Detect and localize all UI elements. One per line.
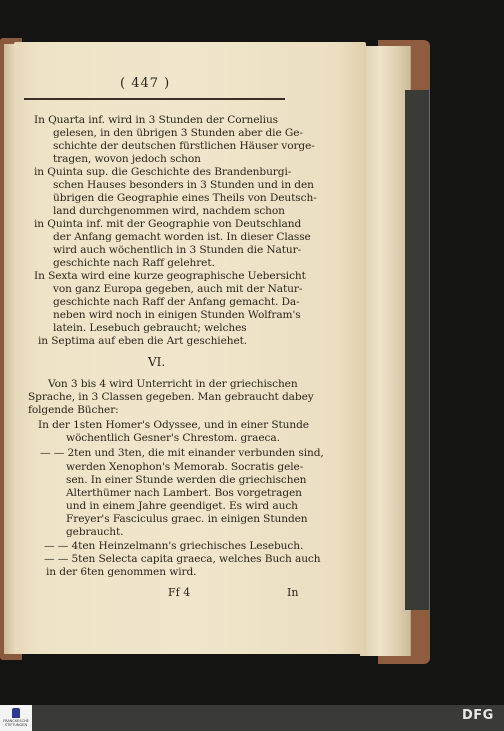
page-stack-edge [360, 46, 411, 656]
header-rule [24, 98, 285, 100]
text-line: schen Hauses besonders in 3 Stunden und in den [53, 179, 314, 191]
text-line: geschichte nach Raff der Anfang gemacht. Da- [53, 296, 300, 308]
catchword: In [287, 586, 299, 599]
text-line: in Quinta inf. mit der Geographie von Deutschland [34, 218, 302, 230]
logo-emblem-icon [12, 708, 20, 718]
text-line: gebraucht. [66, 526, 124, 538]
text-line: gelesen, in den übrigen 3 Stunden aber die Ge- [53, 127, 303, 139]
text-line: latein. Lesebuch gebraucht; welches [53, 322, 247, 334]
text-line: und in einem Jahre geendiget. Es wird auch [66, 500, 298, 512]
viewer-footer-bar [0, 705, 504, 731]
text-line: neben wird noch in einigen Stunden Wolfram's [53, 309, 301, 321]
text-line: In der 1sten Homer's Odyssee, und in einer Stunde [38, 419, 309, 431]
text-line: schichte der deutschen fürstlichen Häuser vorge- [53, 140, 315, 152]
text-line: sen. In einer Stunde werden die griechischen [66, 474, 307, 486]
text-line: Alterthümer nach Lambert. Bos vorgetragen [66, 487, 302, 499]
book-block-shadow [405, 90, 429, 610]
text-line: land durchgenommen wird, nachdem schon [53, 205, 285, 217]
text-line: geschichte nach Raff gelehret. [53, 257, 215, 269]
text-line: der Anfang gemacht worden ist. In dieser Classe [53, 231, 311, 243]
text-line: in Quinta sup. die Geschichte des Brandenburgi- [34, 166, 292, 178]
dfg-logo[interactable]: DFG [462, 708, 494, 723]
signature-mark: Ff 4 [168, 586, 191, 599]
text-line: Von 3 bis 4 wird Unterricht in der griechischen [48, 378, 298, 390]
text-line: Sprache, in 3 Classen gegeben. Man gebraucht dabey [28, 391, 314, 403]
text-line: folgende Bücher: [28, 404, 119, 416]
text-line: werden Xenophon's Memorab. Socratis gele- [66, 461, 304, 473]
logo-text: FRANCKESCHE STIFTUNGEN [3, 719, 29, 727]
text-line: Freyer's Fasciculus graec. in einigen Stunden [66, 513, 308, 525]
text-line: In Sexta wird eine kurze geographische Uebersicht [34, 270, 306, 282]
section-heading: VI. [148, 355, 166, 369]
text-line: — — 5ten Selecta capita graeca, welches Buch auch [44, 553, 321, 565]
text-line: tragen, wovon jedoch schon [53, 153, 201, 165]
text-line: — — 4ten Heinzelmann's griechisches Lesebuch. [44, 540, 304, 552]
text-line: wird auch wöchentlich in 3 Stunden die Natur- [53, 244, 302, 256]
text-line: in Septima auf eben die Art geschiehet. [38, 335, 248, 347]
text-line: von ganz Europa gegeben, auch mit der Natur- [53, 283, 303, 295]
page-number: ( 447 ) [120, 76, 171, 91]
text-line: In Quarta inf. wird in 3 Stunden der Cornelius [34, 114, 279, 126]
text-line: — — 2ten und 3ten, die mit einander verbunden sind, [40, 447, 324, 459]
text-line: wöchentlich Gesner's Chrestom. graeca. [66, 432, 280, 444]
text-line: in der 6ten genommen wird. [46, 566, 197, 578]
text-line: übrigen die Geographie eines Theils von Deutsch- [53, 192, 317, 204]
